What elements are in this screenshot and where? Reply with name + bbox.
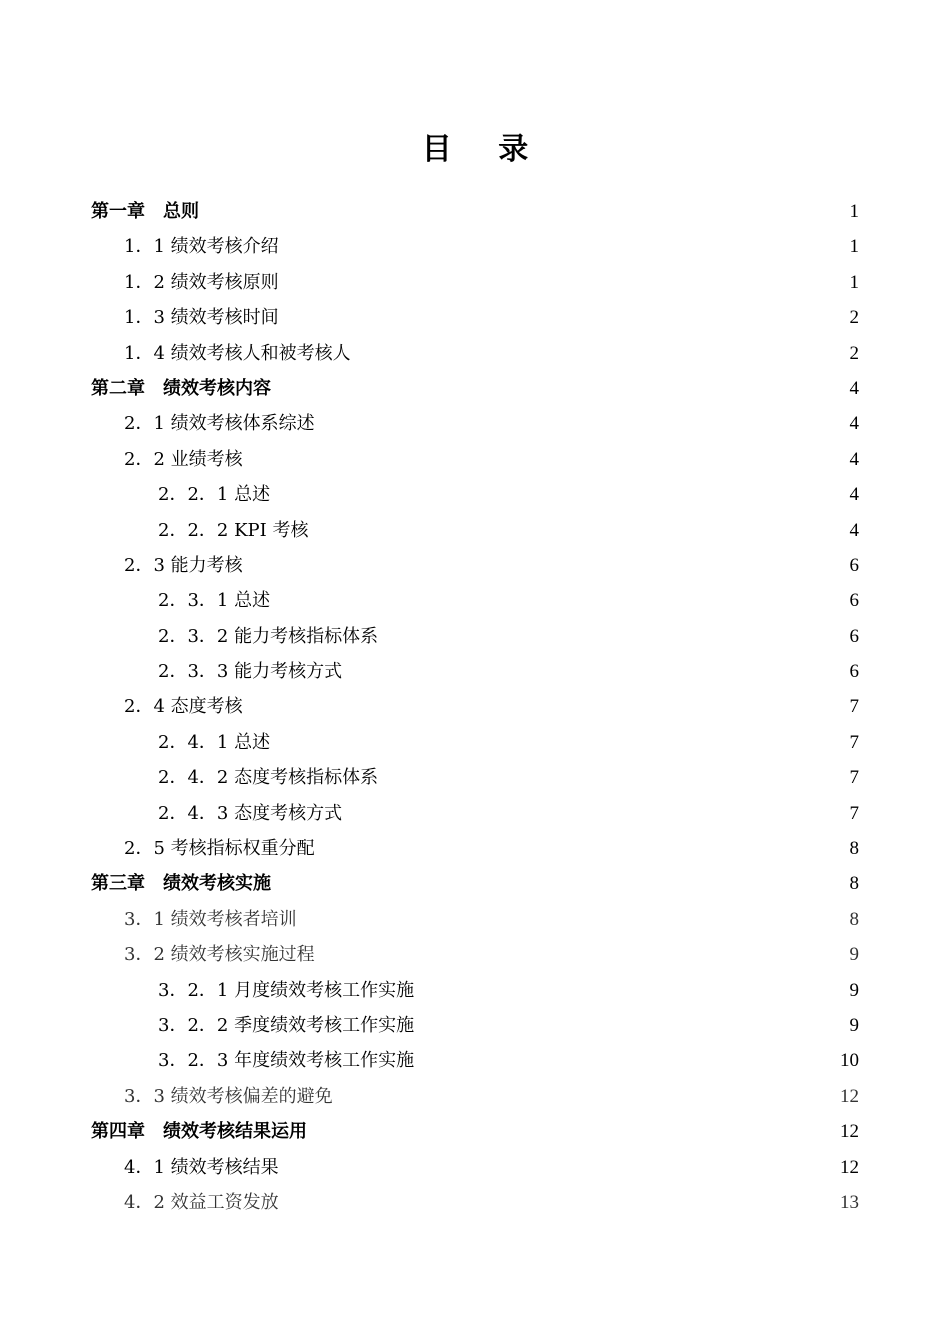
toc-section-row[interactable] [91,300,859,335]
toc-section-row[interactable] [91,937,859,972]
toc-section-row[interactable] [91,689,859,724]
toc-page-number: 7 [849,731,859,753]
toc-entry-label: 3．1 绩效考核者培训 [124,908,297,930]
toc-entry-label: 2．3．2 能力考核指标体系 [158,625,379,647]
toc-section-row[interactable] [91,1185,859,1220]
toc-page-number: 10 [840,1050,859,1072]
toc-page-number: 6 [849,554,859,576]
toc-page-number: 4 [849,519,859,541]
page-title: 目 录 [421,132,547,167]
toc-entry-label: 3．2．1 月度绩效考核工作实施 [158,979,415,1001]
toc-subsection-row[interactable] [91,477,859,512]
toc-page-number: 6 [849,590,859,612]
toc-entry-label: 3．2 绩效考核实施过程 [124,944,315,966]
toc-section-row[interactable] [91,1079,859,1114]
toc-section-row[interactable] [91,902,859,937]
toc-entry-label: 2．4．3 态度考核方式 [158,802,343,824]
toc-subsection-row[interactable] [91,654,859,689]
toc-entry-label: 4．2 效益工资发放 [124,1191,279,1213]
toc-entry-label: 2．3 能力考核 [124,554,243,576]
toc-page-number: 9 [849,944,859,966]
toc-page-number: 4 [849,377,859,399]
toc-page-number: 9 [849,979,859,1001]
toc-entry-label: 第三章 绩效考核实施 [91,873,271,895]
toc-entry-label: 第一章 总则 [91,201,199,222]
toc-subsection-row[interactable] [91,1008,859,1043]
toc-section-row[interactable] [91,336,859,371]
toc-entry-label: 3．2．3 年度绩效考核工作实施 [158,1050,415,1072]
toc-page-number: 8 [849,838,859,860]
toc-subsection-row[interactable] [91,1043,859,1078]
toc-entry-label: 2．2．2 KPI 考核 [158,519,309,541]
toc-page-number: 1 [849,271,859,293]
toc-page-number: 4 [849,484,859,506]
toc-section-row[interactable] [91,1150,859,1185]
toc-entry-label: 2．3．1 总述 [158,590,271,612]
toc-subsection-row[interactable] [91,583,859,618]
toc-subsection-row[interactable] [91,760,859,795]
toc-page-number: 9 [849,1014,859,1036]
toc-chapter-row[interactable] [91,194,859,229]
toc-entry-label: 4．1 绩效考核结果 [124,1156,279,1178]
toc-entry-label: 2．1 绩效考核体系综述 [124,413,315,435]
toc-entry-label: 第四章 绩效考核结果运用 [91,1121,307,1143]
toc-page-number: 6 [849,625,859,647]
toc-section-row[interactable] [91,548,859,583]
toc-subsection-row[interactable] [91,619,859,654]
toc-chapter-row[interactable] [91,866,859,901]
toc-section-row[interactable] [91,831,859,866]
toc-page-number: 13 [840,1191,859,1213]
toc-page-number: 2 [849,342,859,364]
toc-entry-label: 2．2 业绩考核 [124,448,243,470]
toc-page-number: 7 [849,767,859,789]
toc-entry-label: 2．2．1 总述 [158,484,271,506]
toc-page-number: 6 [849,661,859,683]
toc-page-number: 2 [849,307,859,329]
toc-entry-label: 2．3．3 能力考核方式 [158,661,343,683]
toc-section-row[interactable] [91,442,859,477]
toc-page-number: 4 [849,413,859,435]
toc-entry-label: 2．4．2 态度考核指标体系 [158,767,379,789]
toc-entry-label: 2．5 考核指标权重分配 [124,838,315,860]
toc-section-row[interactable] [91,265,859,300]
toc-subsection-row[interactable] [91,725,859,760]
toc-page-number: 1 [849,236,859,258]
toc-page-number: 1 [849,201,859,222]
toc-entry-label: 3．3 绩效考核偏差的避免 [124,1085,333,1107]
toc-page-number: 12 [840,1121,859,1143]
toc-page-number: 7 [849,802,859,824]
toc-page-number: 4 [849,448,859,470]
toc-page-number: 12 [840,1156,859,1178]
toc-section-row[interactable] [91,229,859,264]
toc-subsection-row[interactable] [91,513,859,548]
toc-subsection-row[interactable] [91,973,859,1008]
toc-page-number: 7 [849,696,859,718]
toc-entry-label: 1．4 绩效考核人和被考核人 [124,342,351,364]
toc-chapter-row[interactable] [91,1114,859,1149]
toc-page-number: 8 [849,873,859,895]
toc-section-row[interactable] [91,406,859,441]
toc-subsection-row[interactable] [91,796,859,831]
table-of-contents [91,194,859,1220]
toc-entry-label: 第二章 绩效考核内容 [91,377,271,399]
toc-page-number: 8 [849,908,859,930]
toc-entry-label: 1．2 绩效考核原则 [124,271,279,293]
toc-page-number: 12 [840,1085,859,1107]
toc-entry-label: 1．3 绩效考核时间 [124,307,279,329]
toc-entry-label: 1．1 绩效考核介绍 [124,236,279,258]
toc-chapter-row[interactable] [91,371,859,406]
toc-entry-label: 2．4 态度考核 [124,696,243,718]
toc-entry-label: 2．4．1 总述 [158,731,271,753]
toc-entry-label: 3．2．2 季度绩效考核工作实施 [158,1014,415,1036]
